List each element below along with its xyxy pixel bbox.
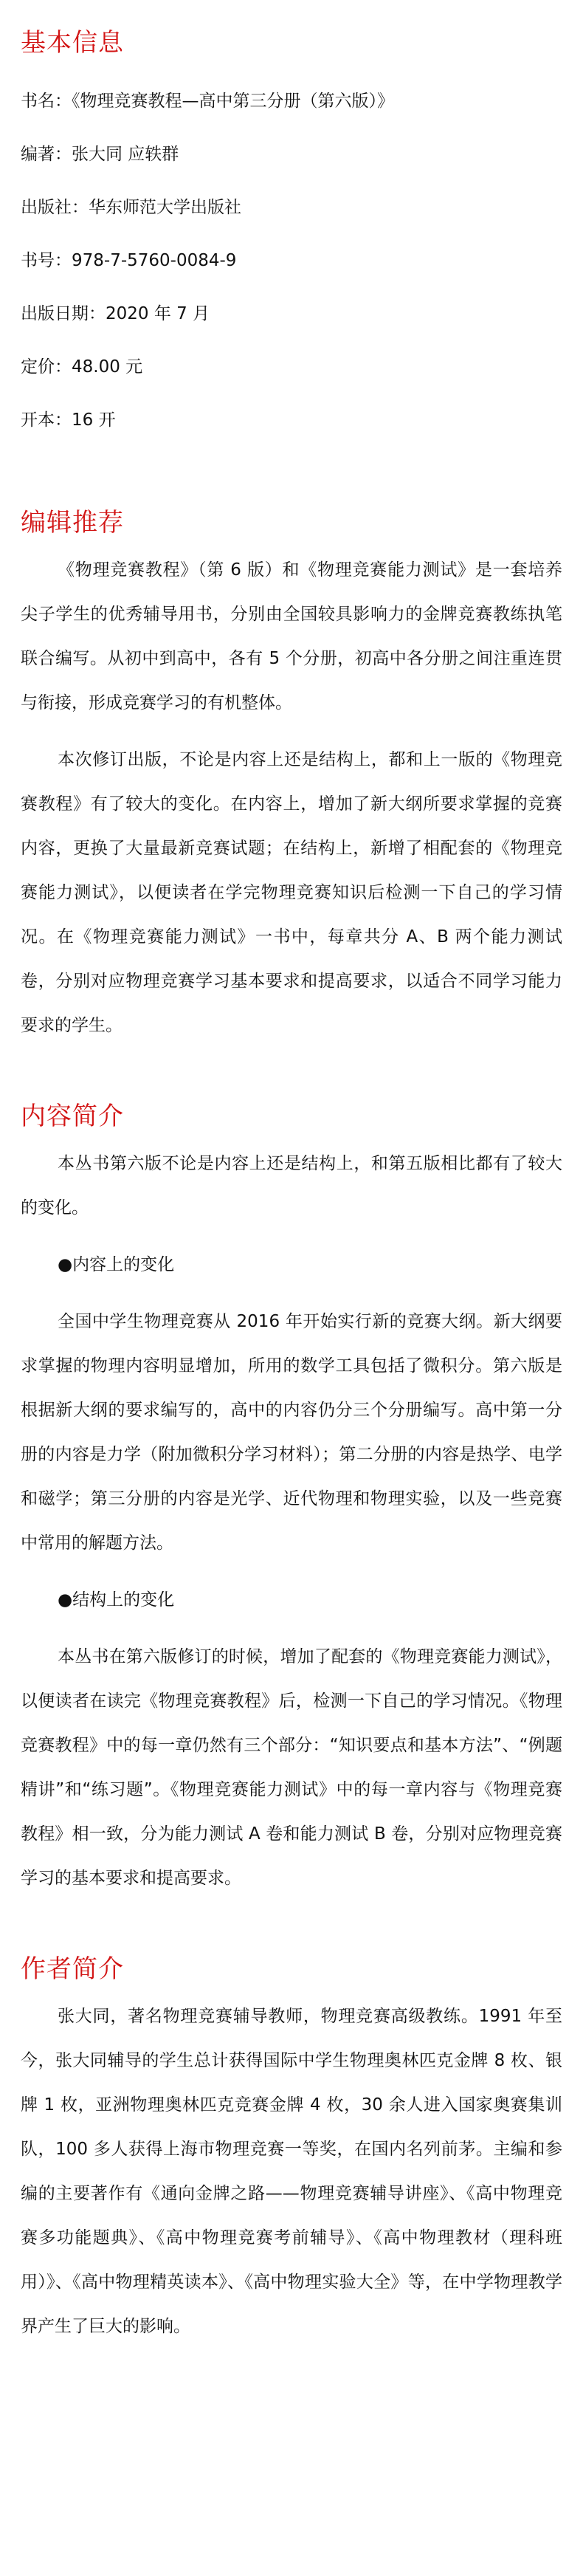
content-intro-paragraph: 本丛书在第六版修订的时候，增加了配套的《物理竞赛能力测试》，以便读者在读完《物理竞赛教程》后，检测一下自己的学习情况。《物理竞赛教程》中的每一章仍然有三个部分：“知识要点和基本方法”、“例题精讲”和“练习题”。《物理竞赛能力测试》中的每一章内容与《物理竞赛教程》相一致，分为能力测试 A 卷和能力测试 B 卷，分别对应物理竞赛学习的基本要求和提高要求。 — [21, 1647, 562, 1888]
author-intro-title: 作者简介 — [21, 1954, 124, 1984]
content-intro-section — [21, 1060, 562, 1900]
editor-recommend-paragraph: 本次修订出版，不论是内容上还是结构上，都和上一版的《物理竞赛教程》有了较大的变化。在内容上，增加了新大纲所要求掌握的竞赛内容，更换了大量最新竞赛试题；在结构上，新增了相配套的《物理竞赛能力测试》，以便读者在学完物理竞赛知识后检测一下自己的学习情况。在《物理竞赛能力测试》一书中，每章共分 A、B 两个能力测试卷，分别对应物理竞赛学习基本要求和提高要求，以适合不同学习能力要求的学生。 — [21, 750, 562, 1035]
book-isbn: 书号：978-7-5760-0084-9 — [21, 251, 237, 270]
book-price: 定价：48.00 元 — [21, 357, 143, 377]
content-intro-paragraph: 本丛书第六版不论是内容上还是结构上，和第五版相比都有了较大的变化。 — [21, 1154, 562, 1217]
book-publish-date: 出版日期：2020 年 7 月 — [21, 304, 210, 323]
basic-info-section — [21, 0, 562, 462]
content-intro-title: 内容简介 — [21, 1102, 124, 1131]
content-change-heading: ●内容上的变化 — [58, 1255, 175, 1274]
book-format: 开本：16 开 — [21, 411, 116, 430]
book-publisher: 出版社：华东师范大学出版社 — [21, 198, 241, 217]
editor-recommend-title: 编辑推荐 — [21, 508, 124, 537]
book-name: 书名：《物理竞赛教程—高中第三分册（第六版）》 — [21, 92, 394, 111]
editor-recommend-paragraph: 《物理竞赛教程》（第 6 版）和《物理竞赛能力测试》是一套培养尖子学生的优秀辅导用书，分别由全国较具影响力的金牌竞赛教练执笔联合编写。从初中到高中，各有 5 个分册，初高中各分册之间注重连贯与衔接，形成竞赛学习的有机整体。 — [21, 560, 562, 712]
editor-recommend-section — [21, 462, 562, 1048]
author-intro-section — [21, 1913, 562, 2349]
author-intro-paragraph: 张大同，著名物理竞赛辅导教师，物理竞赛高级教练。1991 年至今，张大同辅导的学生总计获得国际中学生物理奥林匹克金牌 8 枚、银牌 1 枚，亚洲物理奥林匹克竞赛金牌 4 枚，30 余人进入国家奥赛集训队，100 多人获得上海市物理竞赛一等奖，在国内名列前茅。主编和参编的主要著作有《通向金牌之路——物理竞赛辅导讲座》、《高中物理竞赛多功能题典》、《高中物理竞赛考前辅导》、《高中物理教材（理科班用）》、《高中物理精英读本》、《高中物理实验大全》等，在中学物理教学界产生了巨大的影响。 — [21, 2007, 562, 2336]
content-intro-paragraph: 全国中学生物理竞赛从 2016 年开始实行新的竞赛大纲。新大纲要求掌握的物理内容明显增加，所用的数学工具包括了微积分。第六版是根据新大纲的要求编写的，高中的内容仍分三个分册编写。高中第一分册的内容是力学（附加微积分学习材料）；第二分册的内容是热学、电学和磁学；第三分册的内容是光学、近代物理和物理实验，以及一些竞赛中常用的解题方法。 — [21, 1312, 562, 1553]
structure-change-heading: ●结构上的变化 — [58, 1590, 175, 1610]
basic-info-title: 基本信息 — [21, 28, 124, 58]
book-editors: 编著：张大同 应轶群 — [21, 145, 179, 164]
